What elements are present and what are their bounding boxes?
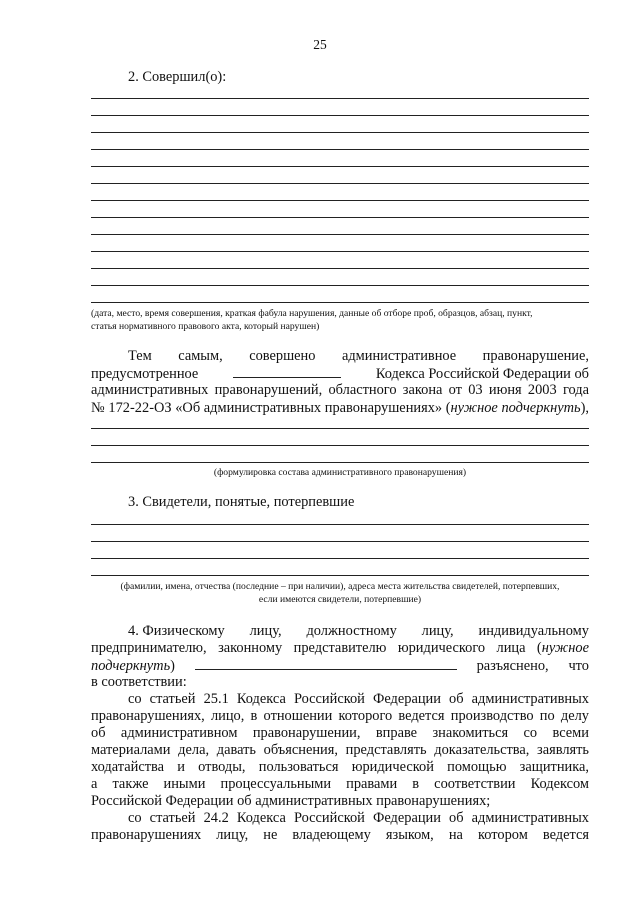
section-3-caption-line-2: если имеются свидетели, потерпевшие) [258,594,422,605]
article-25-1-line-2: правонарушениях, лицо, в отношении которого ведется производство по делу [91,708,589,724]
text: правонарушение, [482,348,589,364]
fill-line [91,302,589,303]
fill-line [91,200,589,201]
article-25-1-line-7: Российской Федерации об административных правонарушениях; [91,793,491,809]
text: нужное подчеркнуть [450,400,581,416]
section-4-line-4: в соответствии: [91,674,187,690]
text: индивидуальному [478,623,589,639]
article-24-2-line-2: правонарушениях лицу, не владеющему языком, на котором ведется [91,827,589,843]
article-25-1-line-5: ходатайства и отводы, пользоваться юридической помощью защитника, [91,759,589,775]
section-4-line-2 [91,640,589,656]
text: должностному [306,623,397,639]
fill-line [91,558,589,559]
fill-line [91,183,589,184]
article-25-1-line-1: со статьей 25.1 Кодекса Российской Федерации об административных [128,691,589,707]
result-line-2 [91,365,589,382]
explained-by-blank[interactable] [195,657,457,670]
fill-line [91,115,589,116]
article-25-1-line-4: материалами дела, давать объяснения, представлять доказательства, заявлять [91,742,589,758]
text: 4. Физическому [128,623,225,639]
section-3-heading: 3. Свидетели, понятые, потерпевшие [128,494,355,510]
text: что [568,658,589,674]
fill-line [91,132,589,133]
fill-line [91,524,589,525]
text: подчеркнуть [91,658,171,674]
section-2-heading: 2. Совершил(о): [128,69,227,85]
result-caption: (формулировка состава административного правонарушения) [213,467,467,478]
text: предпринимателю, законному представителю юридического лица ( [91,640,542,656]
code-article-blank[interactable] [233,365,341,378]
text: ) [170,658,175,674]
text: нужное [541,640,589,656]
section-4-line-1 [128,623,589,639]
text: разъяснено, [476,658,549,674]
fill-line [91,251,589,252]
fill-line [91,234,589,235]
result-line-3: административных правонарушений, областного закона от 03 июня 2003 года [91,382,589,398]
section-2-caption-line-1: (дата, место, время совершения, краткая фабула нарушения, данные об отборе проб, образцов, абзац, пункт, [91,308,533,319]
result-line-1 [128,348,589,364]
fill-line [91,217,589,218]
text: № 172-22-ОЗ «Об административных правонарушениях» ( [91,400,451,416]
text: совершено [249,348,316,364]
section-2-caption-line-2: статья нормативного правового акта, который нарушен) [91,321,320,332]
text: Тем [128,348,152,364]
text: административное [341,348,457,364]
fill-line [91,268,589,269]
result-line-4 [91,400,589,416]
fill-line [91,445,589,446]
text: ), [580,400,589,416]
fill-line [91,166,589,167]
fill-line [91,462,589,463]
fill-line [91,98,589,99]
page-number: 25 [313,37,327,52]
text: лицу, [421,623,454,639]
section-3-caption-line-1: (фамилии, имена, отчества (последние – при наличии), адреса места жительства свидетелей, потерпевших, [120,581,560,592]
article-25-1-line-3: об административном правонарушении, вправе знакомиться со всеми [91,725,589,741]
article-25-1-line-6: а также иными процессуальными правами в соответствии Кодексом [91,776,589,792]
fill-line [91,541,589,542]
fill-line [91,575,589,576]
text: предусмотренное [91,366,199,382]
text: Кодекса Российской Федерации об [375,366,589,382]
section-4-line-3 [91,657,589,674]
fill-line [91,149,589,150]
fill-line [91,428,589,429]
text: самым, [178,348,223,364]
fill-line [91,285,589,286]
article-24-2-line-1: со статьей 24.2 Кодекса Российской Федерации об административных [128,810,589,826]
text: лицу, [249,623,282,639]
